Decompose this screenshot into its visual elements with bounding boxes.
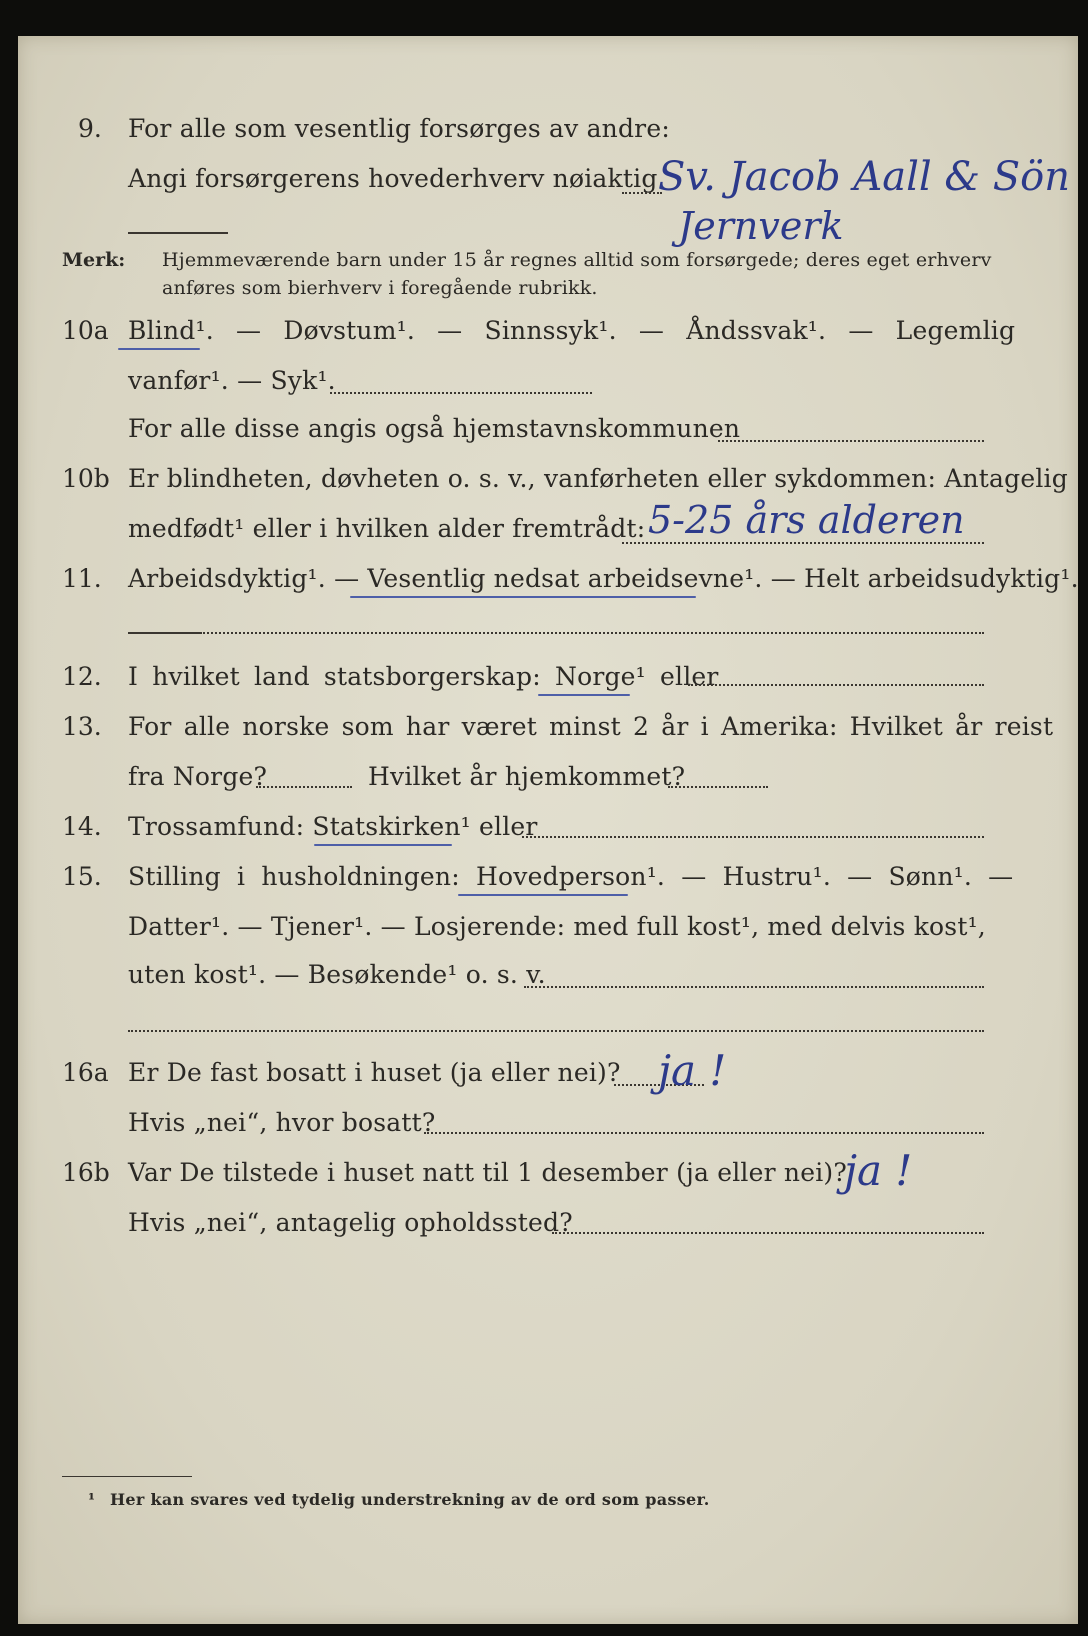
q16a-bosatt-fill-line	[424, 1132, 984, 1134]
q10a-number: 10a	[62, 316, 109, 345]
q10a-line1: Blind¹. — Døvstum¹. — Sinnssyk¹. — Åndssvak¹. — Legemlig	[128, 316, 1016, 345]
q9-line2: Angi forsørgerens hovederhverv nøiaktig	[128, 164, 658, 193]
q13-reist-fill-line	[256, 786, 352, 788]
q9-handwritten-answer-1: Sv. Jacob Aall & Sön	[658, 154, 1070, 200]
q16a-line1: Er De fast bosatt i huset (ja eller nei)?	[128, 1058, 621, 1087]
q12-norge-underline	[538, 694, 630, 696]
q10b-handwritten-answer: 5-25 års alderen	[648, 498, 965, 542]
q13-line2a: fra Norge?	[128, 762, 268, 791]
q11-underline	[350, 596, 696, 598]
q16b-number: 16b	[62, 1158, 110, 1187]
merk-line1: Hjemmeværende barn under 15 år regnes alltid som forsørgede; deres eget erhverv	[162, 249, 992, 271]
q11-number: 11.	[62, 564, 102, 593]
q15-fill-line	[524, 986, 984, 988]
q16b-line2: Hvis „nei“, antagelig opholdssted?	[128, 1208, 573, 1237]
q10b-line2: medfødt¹ eller i hvilken alder fremtrådt:	[128, 514, 646, 543]
q15-hovedperson-underline	[458, 894, 628, 896]
q15-line1: Stilling i husholdningen: Hovedperson¹. — Hustru¹. — Sønn¹. —	[128, 862, 1014, 891]
q16b-fill-line	[552, 1232, 984, 1234]
q13-number: 13.	[62, 712, 102, 741]
census-form-page	[18, 36, 1078, 1624]
q14-statskirken-underline	[314, 844, 452, 846]
q12-fill-line	[688, 684, 984, 686]
q15-number: 15.	[62, 862, 102, 891]
q10a-line3: For alle disse angis også hjemstavnskommunen	[128, 414, 741, 443]
q13-hjem-fill-line	[668, 786, 768, 788]
q10b-number: 10b	[62, 464, 110, 493]
q13-line1: For alle norske som har været minst 2 år i Amerika: Hvilket år reist	[128, 712, 1054, 741]
merk-label: Merk:	[62, 249, 126, 271]
q15-line3: uten kost¹. — Besøkende¹ o. s. v.	[128, 960, 546, 989]
footnote-rule	[62, 1476, 192, 1477]
q9-line1: For alle som vesentlig forsørges av andre:	[128, 114, 670, 143]
q16b-handwritten-answer: ja !	[844, 1146, 913, 1195]
q10b-fill-line	[622, 542, 984, 544]
footnote-mark: ¹	[88, 1490, 96, 1509]
q16a-number: 16a	[62, 1058, 109, 1087]
q15-line2: Datter¹. — Tjener¹. — Losjerende: med full kost¹, med delvis kost¹,	[128, 912, 986, 941]
q11-rule-left	[128, 632, 200, 634]
q13-line2b: Hvilket år hjemkommet?	[368, 762, 686, 791]
q9-handwritten-answer-2: Jernverk	[678, 204, 844, 248]
q14-line1: Trossamfund: Statskirken¹ eller	[128, 812, 538, 841]
q12-line1: I hvilket land statsborgerskap: Norge¹ eller	[128, 662, 719, 691]
q12-number: 12.	[62, 662, 102, 691]
q15-blank-line	[128, 1030, 984, 1032]
q16a-handwritten-answer: ja !	[658, 1046, 727, 1095]
q9-blank-rule	[128, 232, 228, 234]
q10a-line2: vanfør¹. — Syk¹.	[128, 366, 336, 395]
q16b-line1: Var De tilstede i huset natt til 1 desember (ja eller nei)?	[128, 1158, 847, 1187]
q14-number: 14.	[62, 812, 102, 841]
footnote-text: Her kan svares ved tydelig understrekning av de ord som passer.	[110, 1490, 710, 1509]
q9-number: 9.	[78, 114, 102, 143]
q10a-kommune-fill-line	[718, 440, 984, 442]
q10a-blind-underline	[118, 348, 200, 350]
merk-line2: anføres som bierhverv i foregående rubrikk.	[162, 277, 598, 299]
q14-fill-line	[522, 836, 984, 838]
q10b-line1: Er blindheten, døvheten o. s. v., vanførheten eller sykdommen: Antagelig	[128, 464, 1068, 493]
q16a-line2: Hvis „nei“, hvor bosatt?	[128, 1108, 436, 1137]
q10a-syk-fill-line	[330, 392, 592, 394]
q9-fill-line	[622, 192, 662, 194]
q11-line1: Arbeidsdyktig¹. — Vesentlig nedsat arbeidsevne¹. — Helt arbeidsudyktig¹.	[128, 564, 1079, 593]
q11-fill-line	[200, 632, 984, 634]
